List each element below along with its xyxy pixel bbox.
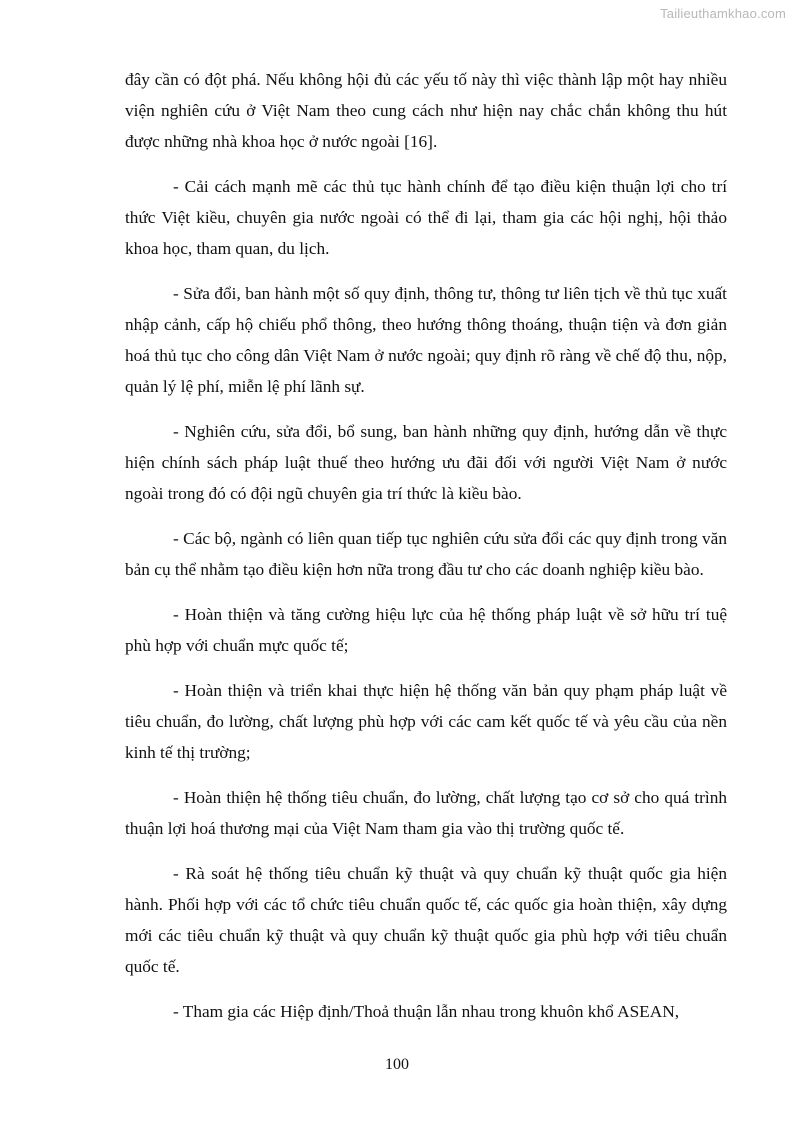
document-body <box>125 64 727 1041</box>
paragraph-intellectual-property: - Hoàn thiện và tăng cường hiệu lực của hệ thống pháp luật về sở hữu trí tuệ phù hợp với chuẩn mực quốc tế; <box>125 605 727 655</box>
paragraph-immigration-rules: - Sửa đổi, ban hành một số quy định, thông tư, thông tư liên tịch về thủ tục xuất nhập cảnh, cấp hộ chiếu phổ thông, theo hướng thông thoáng, thuận tiện và đơn giản hoá thủ tục cho công dân Việt Nam ở nước ngoài; quy định rõ ràng về chế độ thu, nộp, quản lý lệ phí, miễn lệ phí lãnh sự. <box>125 284 727 396</box>
paragraph-administrative-reform: - Cải cách mạnh mẽ các thủ tục hành chính để tạo điều kiện thuận lợi cho trí thức Việt kiều, chuyên gia nước ngoài có thể đi lại, tham gia các hội nghị, hội thảo khoa học, tham quan, du lịch. <box>125 177 727 258</box>
paragraph-standards-trade-facilitation: - Hoàn thiện hệ thống tiêu chuẩn, đo lường, chất lượng tạo cơ sở cho quá trình thuận lợi hoá thương mại của Việt Nam tham gia vào thị trường quốc tế. <box>125 788 727 838</box>
watermark: Tailieuthamkhao.com <box>660 6 786 21</box>
paragraph-continuation: đây cần có đột phá. Nếu không hội đủ các yếu tố này thì việc thành lập một hay nhiều viện nghiên cứu ở Việt Nam theo cung cách như hiện nay chắc chắn không thu hút được những nhà khoa học ở nước ngoài [16]. <box>125 70 727 151</box>
paragraph-tax-policy: - Nghiên cứu, sửa đổi, bổ sung, ban hành những quy định, hướng dẫn về thực hiện chính sách pháp luật thuế theo hướng ưu đãi đối với người Việt Nam ở nước ngoài trong đó có đội ngũ chuyên gia trí thức là kiều bào. <box>125 422 727 503</box>
page-number: 100 <box>385 1056 409 1073</box>
paragraph-standards-legal-system: - Hoàn thiện và triển khai thực hiện hệ thống văn bản quy phạm pháp luật về tiêu chuẩn, đo lường, chất lượng phù hợp với các cam kết quốc tế và yêu cầu của nền kinh tế thị trường; <box>125 681 727 762</box>
paragraph-investment-regulations: - Các bộ, ngành có liên quan tiếp tục nghiên cứu sửa đổi các quy định trong văn bản cụ thể nhằm tạo điều kiện hơn nữa trong đầu tư cho các doanh nghiệp kiều bào. <box>125 529 727 579</box>
paragraph-asean-agreements: - Tham gia các Hiệp định/Thoả thuận lẫn nhau trong khuôn khổ ASEAN, <box>173 1002 680 1021</box>
paragraph-technical-standards-review: - Rà soát hệ thống tiêu chuẩn kỹ thuật và quy chuẩn kỹ thuật quốc gia hiện hành. Phối hợp với các tổ chức tiêu chuẩn quốc tế, các quốc gia hoàn thiện, xây dựng mới các tiêu chuẩn kỹ thuật và quy chuẩn kỹ thuật quốc gia phù hợp với tiêu chuẩn quốc tế. <box>125 864 727 976</box>
